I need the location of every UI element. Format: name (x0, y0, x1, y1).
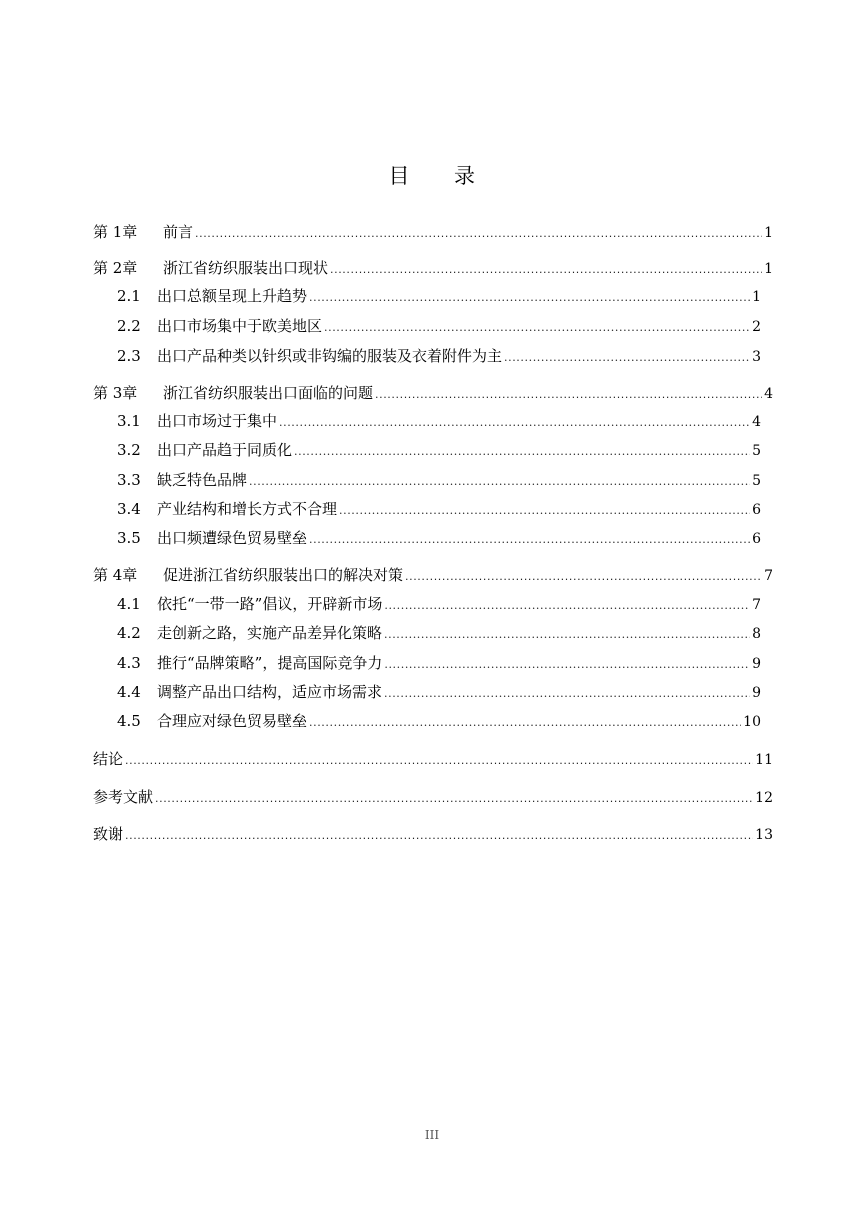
toc-leader-dots (309, 530, 750, 550)
toc-section-entry[interactable] (93, 528, 761, 550)
toc-section-entry[interactable] (93, 316, 761, 338)
toc-entry-page: 6 (752, 502, 761, 518)
toc-section-entry[interactable] (93, 623, 761, 645)
toc-entry-title: 促进浙江省纺织服装出口的解决对策 (163, 566, 404, 584)
toc-entry-number: 2.2 (117, 317, 141, 335)
toc-entry-title: 结论 (93, 750, 124, 768)
toc-chapter-entry[interactable] (93, 222, 773, 244)
toc-entry-title: 出口总额呈现上升趋势 (157, 287, 308, 305)
toc-entry-number: 第 4章 (93, 566, 138, 584)
toc-entry-page: 6 (752, 531, 761, 547)
toc-entry-title: 依托“一带一路”倡议，开辟新市场 (157, 595, 383, 613)
toc-entry-page: 5 (752, 443, 761, 459)
toc-leader-dots (195, 224, 762, 244)
toc-entry-page: 3 (752, 349, 761, 365)
toc-chapter-entry[interactable] (93, 749, 773, 771)
toc-entry-page: 13 (755, 827, 773, 843)
toc-entry-number: 3.1 (117, 412, 141, 430)
toc-leader-dots (125, 826, 753, 846)
toc-entry-number: 3.4 (117, 500, 141, 518)
toc-entry-number: 3.2 (117, 441, 141, 459)
toc-entry-page: 1 (764, 261, 773, 277)
toc-entry-title: 调整产品出口结构，适应市场需求 (157, 683, 383, 701)
toc-entry-page: 1 (752, 289, 761, 305)
toc-entry-title: 前言 (163, 223, 194, 241)
toc-section-entry[interactable] (93, 286, 761, 308)
toc-entry-page: 12 (755, 790, 773, 806)
toc-leader-dots (339, 501, 750, 521)
toc-entry-number: 第 3章 (93, 384, 138, 402)
toc-entry-page: 4 (764, 386, 773, 402)
toc-entry-number: 3.3 (117, 471, 141, 489)
page-title-char-1: 目 (388, 164, 410, 188)
toc-section-entry[interactable] (93, 346, 761, 368)
toc-entry-page: 4 (752, 414, 761, 430)
toc-entry-page: 7 (752, 597, 761, 613)
toc-section-entry[interactable] (93, 682, 761, 704)
toc-entry-page: 11 (755, 752, 773, 768)
toc-entry-title: 出口产品趋于同质化 (157, 441, 293, 459)
toc-leader-dots (155, 789, 753, 809)
toc-chapter-entry[interactable] (93, 383, 773, 405)
toc-leader-dots (125, 751, 753, 771)
toc-entry-title: 出口产品种类以针织或非钩编的服装及衣着附件为主 (157, 347, 503, 365)
toc-entry-number: 4.2 (117, 624, 141, 642)
toc-leader-dots (330, 260, 762, 280)
toc-entry-title: 推行“品牌策略”，提高国际竞争力 (157, 654, 383, 672)
toc-leader-dots (279, 413, 750, 433)
toc-entry-title: 参考文献 (93, 788, 154, 806)
toc-entry-title: 合理应对绿色贸易壁垒 (157, 712, 308, 730)
toc-entry-page: 10 (743, 714, 761, 730)
page-number: III (424, 1128, 440, 1142)
toc-entry-title: 出口市场过于集中 (157, 412, 278, 430)
toc-entry-number: 第 1章 (93, 223, 138, 241)
toc-leader-dots (384, 684, 750, 704)
toc-entry-page: 1 (764, 225, 773, 241)
toc-entry-number: 4.3 (117, 654, 141, 672)
toc-entry-page: 8 (752, 626, 761, 642)
toc-entry-number: 4.4 (117, 683, 141, 701)
toc-entry-title: 走创新之路，实施产品差异化策略 (157, 624, 383, 642)
toc-entry-page: 9 (752, 685, 761, 701)
page-title (0, 160, 864, 190)
toc-entry-page: 9 (752, 656, 761, 672)
toc-section-entry[interactable] (93, 711, 761, 733)
toc-leader-dots (384, 655, 750, 675)
toc-section-entry[interactable] (93, 411, 761, 433)
toc-entry-number: 2.1 (117, 287, 141, 305)
toc-entry-number: 4.1 (117, 595, 141, 613)
toc-chapter-entry[interactable] (93, 258, 773, 280)
toc-leader-dots (405, 567, 762, 587)
toc-entry-page: 2 (752, 319, 761, 335)
toc-chapter-entry[interactable] (93, 565, 773, 587)
toc-leader-dots (375, 385, 762, 405)
toc-entry-title: 浙江省纺织服装出口面临的问题 (163, 384, 374, 402)
toc-section-entry[interactable] (93, 470, 761, 492)
page-title-char-2: 录 (454, 164, 476, 188)
toc-entry-title: 致谢 (93, 825, 124, 843)
toc-section-entry[interactable] (93, 594, 761, 616)
toc-leader-dots (384, 596, 750, 616)
toc-entry-number: 3.5 (117, 529, 141, 547)
toc-entry-page: 7 (764, 568, 773, 584)
toc-leader-dots (294, 442, 750, 462)
toc-entry-title: 出口市场集中于欧美地区 (157, 317, 323, 335)
toc-leader-dots (324, 318, 750, 338)
toc-entry-number: 4.5 (117, 712, 141, 730)
toc-chapter-entry[interactable] (93, 824, 773, 846)
toc-chapter-entry[interactable] (93, 787, 773, 809)
toc-section-entry[interactable] (93, 440, 761, 462)
toc-leader-dots (384, 625, 750, 645)
toc-leader-dots (309, 713, 741, 733)
toc-entry-number: 2.3 (117, 347, 141, 365)
toc-entry-number: 第 2章 (93, 259, 138, 277)
toc-leader-dots (504, 348, 750, 368)
toc-entry-title: 产业结构和增长方式不合理 (157, 500, 338, 518)
toc-section-entry[interactable] (93, 653, 761, 675)
toc-entry-title: 缺乏特色品牌 (157, 471, 248, 489)
toc-leader-dots (249, 472, 750, 492)
toc-entry-title: 出口频遭绿色贸易壁垒 (157, 529, 308, 547)
toc-entry-page: 5 (752, 473, 761, 489)
toc-leader-dots (309, 288, 750, 308)
toc-entry-title: 浙江省纺织服装出口现状 (163, 259, 329, 277)
toc-section-entry[interactable] (93, 499, 761, 521)
